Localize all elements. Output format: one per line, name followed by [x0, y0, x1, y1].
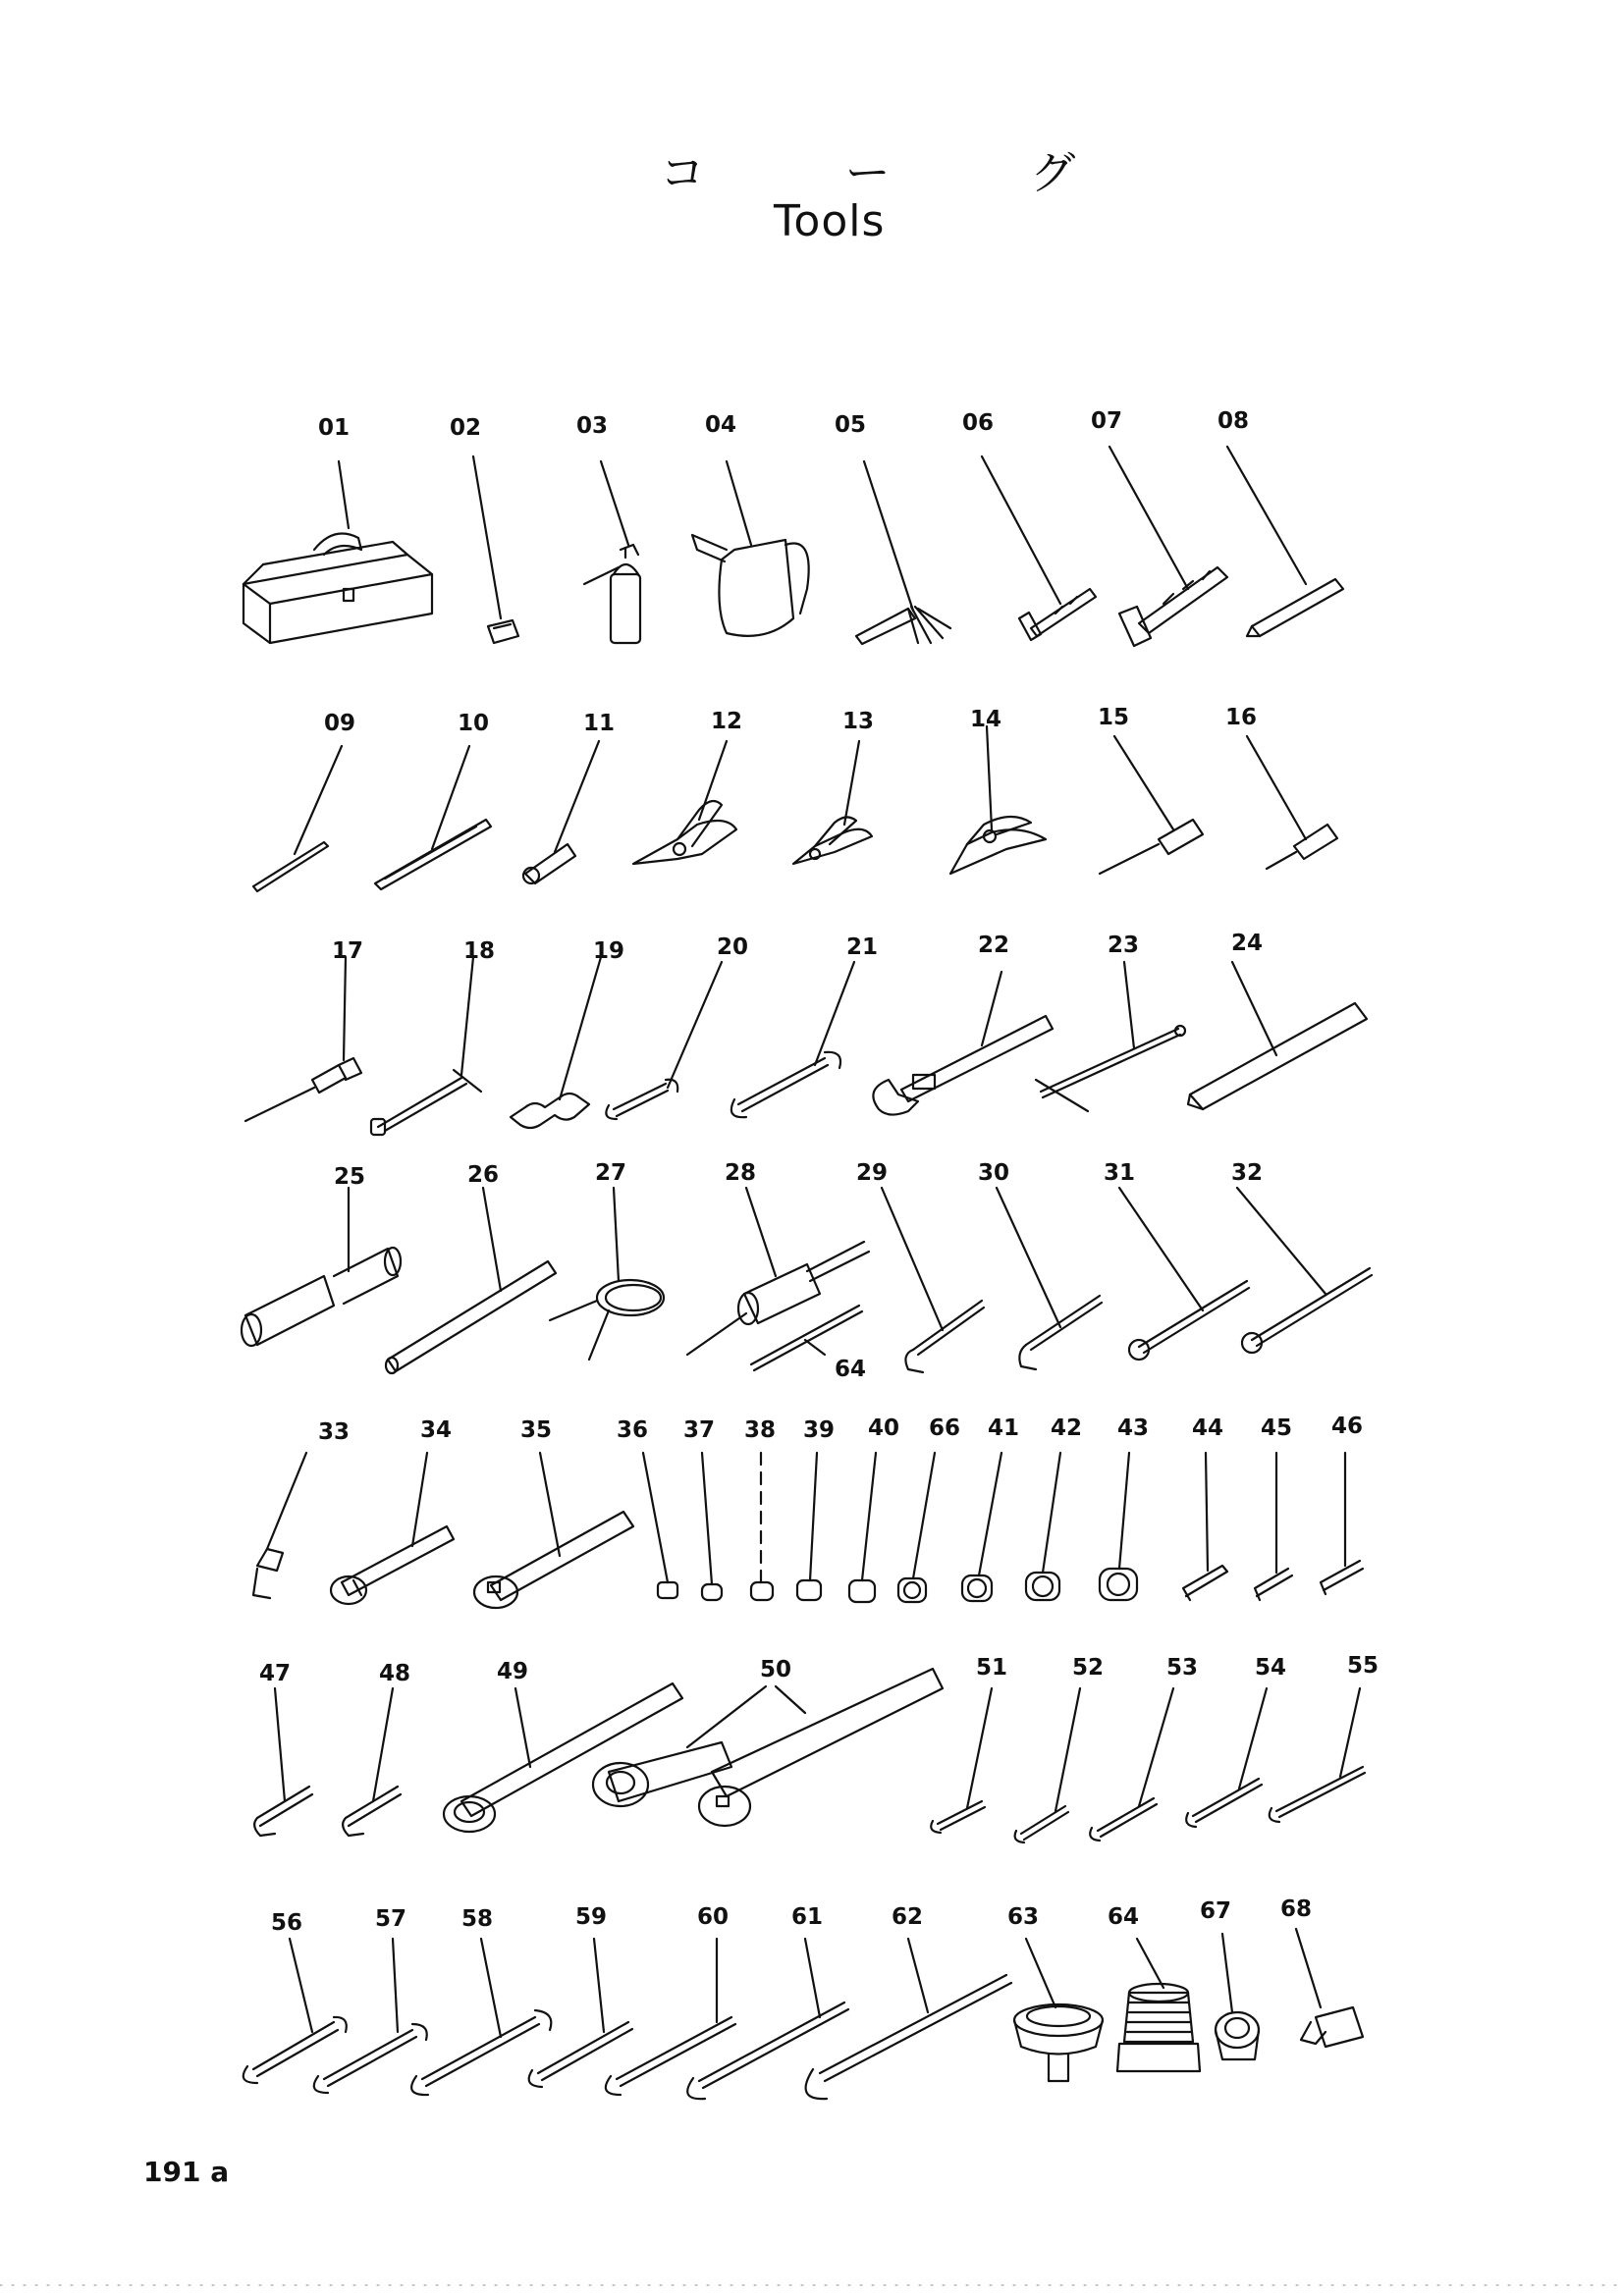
extension-bar-icon	[1119, 1188, 1249, 1360]
item-number: 16	[1224, 705, 1258, 730]
item-number: 09	[323, 711, 356, 736]
nipple-adapter-icon	[1117, 1939, 1200, 2071]
l-wrench-icon	[882, 1188, 984, 1372]
item-number: 62	[891, 1904, 924, 1930]
socket-icon	[523, 741, 599, 883]
item-number: 47	[258, 1661, 292, 1686]
item-number: 30	[977, 1160, 1010, 1186]
item-number: 58	[460, 1906, 494, 1932]
oil-jug-icon	[692, 461, 809, 636]
tool-box-icon	[243, 461, 432, 643]
item-number: 53	[1165, 1655, 1199, 1681]
hex-keys-row-5	[1183, 1453, 1363, 1600]
bar-icon	[1188, 962, 1367, 1109]
grease-gun-icon	[687, 1188, 869, 1355]
item-number: 29	[855, 1160, 889, 1186]
item-number: 46	[1330, 1414, 1364, 1439]
sockets-row	[643, 1453, 1137, 1602]
item-number: 41	[987, 1415, 1020, 1441]
box-socket-icon	[242, 1188, 401, 1346]
item-number: 20	[716, 934, 749, 960]
item-number: 18	[462, 938, 496, 964]
t-bar-icon	[1036, 962, 1185, 1111]
item-number: 64	[1107, 1904, 1140, 1930]
multi-spanner-icon	[511, 957, 601, 1128]
clip-icon	[473, 456, 518, 643]
item-number: 02	[449, 415, 482, 441]
item-number: 51	[975, 1655, 1008, 1681]
item-number: 56	[270, 1910, 303, 1936]
box-wrench-set-icon	[593, 1669, 943, 1826]
item-number: 59	[574, 1904, 608, 1930]
screwdriver-small-icon	[1247, 736, 1337, 869]
item-number: 64	[834, 1357, 867, 1382]
item-number: 04	[704, 412, 737, 438]
spanner-small-icon	[606, 962, 722, 1119]
ratchet-handle-large-icon	[474, 1453, 633, 1608]
item-number: 68	[1279, 1896, 1313, 1922]
hammer-icon	[1109, 447, 1227, 646]
snap-ring-pliers-icon	[950, 726, 1046, 874]
item-number: 23	[1107, 933, 1140, 958]
item-number: 54	[1254, 1655, 1287, 1681]
extension-bar-2-icon	[1237, 1188, 1372, 1353]
title-japanese: コ ー グ	[660, 146, 1139, 199]
ring-wrench-icon	[444, 1683, 682, 1832]
item-number: 14	[969, 707, 1002, 732]
item-number: 15	[1097, 705, 1130, 730]
spanners-row-6	[931, 1688, 1365, 1842]
item-number: 19	[592, 938, 625, 964]
adjustable-wrench-icon	[873, 972, 1053, 1115]
universal-joint-icon	[253, 1453, 306, 1598]
screwdriver-driver-icon	[245, 957, 361, 1121]
socket-67-icon	[1216, 1934, 1259, 2059]
item-number: 57	[374, 1906, 407, 1932]
item-number: 17	[331, 938, 364, 964]
funnel-adapter-icon	[1014, 1939, 1103, 2081]
cable-icon	[550, 1188, 664, 1360]
item-number: 08	[1217, 408, 1250, 434]
item-number: 34	[419, 1417, 453, 1443]
item-number: 39	[802, 1417, 836, 1443]
l-wrench-2-icon	[997, 1188, 1102, 1369]
item-number: 13	[841, 709, 875, 734]
item-number: 38	[743, 1417, 777, 1443]
page-number: 191 a	[143, 2156, 230, 2188]
feeler-gauge-icon	[856, 461, 950, 644]
nippers-icon	[793, 741, 872, 864]
item-number: 21	[845, 934, 879, 960]
spanner-icon	[731, 962, 854, 1117]
item-number: 35	[519, 1417, 553, 1443]
item-number: 43	[1116, 1415, 1150, 1441]
item-number: 22	[977, 933, 1010, 958]
title-english: Tools	[774, 196, 886, 246]
hex-keys-row-6	[254, 1688, 401, 1836]
item-number: 07	[1090, 408, 1123, 434]
item-number: 33	[317, 1419, 351, 1445]
item-number: 06	[961, 410, 995, 436]
chisel-icon	[1227, 447, 1343, 636]
item-number: 36	[616, 1417, 649, 1443]
item-number: 49	[496, 1659, 529, 1684]
item-number: 28	[724, 1160, 757, 1186]
pipe-icon	[386, 1188, 556, 1373]
item-number: 55	[1346, 1653, 1380, 1679]
item-number: 52	[1071, 1655, 1105, 1681]
item-number: 05	[834, 412, 867, 438]
ratchet-handle-icon	[331, 1453, 454, 1604]
file-icon	[375, 746, 491, 889]
item-number: 25	[333, 1164, 366, 1190]
item-number: 32	[1230, 1160, 1264, 1186]
screwdriver-icon	[1100, 736, 1203, 874]
item-number: 11	[582, 711, 616, 736]
item-number: 42	[1050, 1415, 1083, 1441]
item-number: 40	[867, 1415, 900, 1441]
oil-can-icon	[584, 461, 640, 643]
item-number: 24	[1230, 931, 1264, 956]
item-number: 60	[696, 1904, 730, 1930]
item-number: 63	[1006, 1904, 1040, 1930]
item-number: 61	[790, 1904, 824, 1930]
item-number: 48	[378, 1661, 411, 1686]
item-number: 44	[1191, 1415, 1224, 1441]
item-number: 10	[457, 711, 490, 736]
item-number: 12	[710, 709, 743, 734]
item-number: 31	[1103, 1160, 1136, 1186]
item-number: 37	[682, 1417, 716, 1443]
t-handle-wrench-icon	[371, 957, 481, 1135]
pliers-icon	[633, 741, 736, 864]
spanners-row-7	[243, 1939, 1011, 2099]
item-number: 66	[928, 1415, 961, 1441]
adapter-68-icon	[1296, 1929, 1363, 2047]
file-small-icon	[253, 746, 342, 891]
item-number: 01	[317, 415, 351, 441]
item-number: 67	[1199, 1898, 1232, 1924]
item-number: 45	[1260, 1415, 1293, 1441]
item-number: 03	[575, 413, 609, 439]
item-number: 27	[594, 1160, 627, 1186]
item-number: 26	[466, 1162, 500, 1188]
hammer-small-icon	[982, 456, 1096, 640]
item-number: 50	[759, 1657, 792, 1682]
